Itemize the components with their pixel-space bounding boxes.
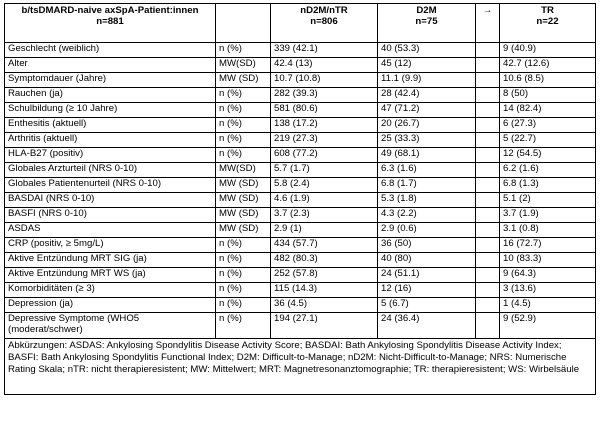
row-label: Aktive Entzündung MRT SIG (ja)	[5, 253, 216, 268]
row-spacer	[476, 148, 500, 163]
row-nd2m-value: 608 (77.2)	[271, 148, 378, 163]
row-label: Symptomdauer (Jahre)	[5, 73, 216, 88]
row-tr-value: 5.1 (2)	[500, 193, 596, 208]
row-tr-value: 3 (13.6)	[500, 283, 596, 298]
header-nd2m-title: nD2M/nTR	[300, 5, 348, 16]
table-row	[5, 103, 596, 118]
row-d2m-value: 24 (51.1)	[378, 268, 476, 283]
row-spacer	[476, 73, 500, 88]
row-d2m-value: 2.9 (0.6)	[378, 223, 476, 238]
row-stat: n (%)	[216, 238, 271, 253]
row-d2m-value: 11.1 (9.9)	[378, 73, 476, 88]
row-d2m-value: 20 (26.7)	[378, 118, 476, 133]
row-label: ASDAS	[5, 223, 216, 238]
row-d2m-value: 40 (80)	[378, 253, 476, 268]
row-spacer	[476, 283, 500, 298]
row-nd2m-value: 282 (39.3)	[271, 88, 378, 103]
row-d2m-value: 24 (36.4)	[378, 313, 476, 339]
row-stat: n (%)	[216, 133, 271, 148]
row-nd2m-value: 339 (42.1)	[271, 43, 378, 58]
row-tr-value: 6.8 (1.3)	[500, 178, 596, 193]
row-label: Aktive Entzündung MRT WS (ja)	[5, 268, 216, 283]
row-spacer	[476, 118, 500, 133]
row-nd2m-value: 5.7 (1.7)	[271, 163, 378, 178]
row-stat: n (%)	[216, 283, 271, 298]
footnote-row	[5, 339, 596, 395]
row-spacer	[476, 43, 500, 58]
row-nd2m-value: 2.9 (1)	[271, 223, 378, 238]
row-tr-value: 10.6 (8.5)	[500, 73, 596, 88]
row-tr-value: 9 (64.3)	[500, 268, 596, 283]
table-row	[5, 208, 596, 223]
table-row	[5, 88, 596, 103]
row-spacer	[476, 313, 500, 339]
row-nd2m-value: 4.6 (1.9)	[271, 193, 378, 208]
row-stat: n (%)	[216, 313, 271, 339]
row-d2m-value: 5 (6.7)	[378, 298, 476, 313]
row-tr-value: 3.7 (1.9)	[500, 208, 596, 223]
table-row	[5, 298, 596, 313]
row-spacer	[476, 133, 500, 148]
table-row	[5, 178, 596, 193]
table-row	[5, 43, 596, 58]
row-d2m-value: 47 (71.2)	[378, 103, 476, 118]
footnote: Abkürzungen: ASDAS: Ankylosing Spondylitis Disease Activity Score; BASDAI: Bath Ankylosing Spondylitis Disease Activity Index; BASFI: Bath Ankylosing Spondylitis Functional Index; D2M: Difficult-to-Manage; nD2M: Nicht-Difficult-to-Manage; NRS: Numerische Rating Skala; nTR: nicht therapieresistent; MW: Mittelwert; MRT: Magnetresonanztomographie; TR: therapieresistent; WS: Wirbelsäule	[5, 339, 596, 395]
row-label: Enthesitis (aktuell)	[5, 118, 216, 133]
row-nd2m-value: 219 (27.3)	[271, 133, 378, 148]
row-tr-value: 9 (52.9)	[500, 313, 596, 339]
table-row	[5, 238, 596, 253]
row-label: Arthritis (aktuell)	[5, 133, 216, 148]
header-cohort-n: n=881	[96, 16, 124, 27]
row-label: BASDAI (NRS 0-10)	[5, 193, 216, 208]
header-tr-n: n=22	[536, 16, 559, 27]
table-row	[5, 253, 596, 268]
row-spacer	[476, 163, 500, 178]
row-label: BASFI (NRS 0-10)	[5, 208, 216, 223]
characteristics-table	[4, 3, 596, 395]
row-d2m-value: 36 (50)	[378, 238, 476, 253]
row-tr-value: 16 (72.7)	[500, 238, 596, 253]
row-spacer	[476, 223, 500, 238]
row-nd2m-value: 3.7 (2.3)	[271, 208, 378, 223]
row-spacer	[476, 238, 500, 253]
table-row	[5, 313, 596, 339]
table-row	[5, 223, 596, 238]
row-label: Komorbiditäten (≥ 3)	[5, 283, 216, 298]
row-d2m-value: 6.8 (1.7)	[378, 178, 476, 193]
row-spacer	[476, 208, 500, 223]
row-d2m-value: 45 (12)	[378, 58, 476, 73]
row-d2m-value: 40 (53.3)	[378, 43, 476, 58]
row-nd2m-value: 5.8 (2.4)	[271, 178, 378, 193]
row-tr-value: 42.7 (12.6)	[500, 58, 596, 73]
row-tr-value: 1 (4.5)	[500, 298, 596, 313]
table-row	[5, 73, 596, 88]
row-stat: MW (SD)	[216, 208, 271, 223]
row-label: HLA-B27 (positiv)	[5, 148, 216, 163]
header-arrow	[476, 4, 500, 43]
header-row	[5, 4, 596, 43]
table-container	[4, 3, 596, 395]
row-nd2m-value: 115 (14.3)	[271, 283, 378, 298]
row-nd2m-value: 36 (4.5)	[271, 298, 378, 313]
row-d2m-value: 28 (42.4)	[378, 88, 476, 103]
row-nd2m-value: 581 (80.6)	[271, 103, 378, 118]
row-stat: n (%)	[216, 268, 271, 283]
header-nd2m	[271, 4, 378, 43]
row-d2m-value: 4.3 (2.2)	[378, 208, 476, 223]
row-tr-value: 3.1 (0.8)	[500, 223, 596, 238]
header-tr	[500, 4, 596, 43]
arrow-right-icon: →	[482, 5, 493, 16]
row-stat: n (%)	[216, 118, 271, 133]
row-nd2m-value: 42.4 (13)	[271, 58, 378, 73]
row-label: Globales Patientenurteil (NRS 0-10)	[5, 178, 216, 193]
row-stat: MW(SD)	[216, 58, 271, 73]
row-nd2m-value: 434 (57.7)	[271, 238, 378, 253]
table-row	[5, 193, 596, 208]
row-nd2m-value: 252 (57.8)	[271, 268, 378, 283]
table-row	[5, 58, 596, 73]
row-label: Depression (ja)	[5, 298, 216, 313]
row-tr-value: 10 (83.3)	[500, 253, 596, 268]
row-label: Depressive Symptome (WHO5 (moderat/schwer)	[5, 313, 216, 339]
row-spacer	[476, 268, 500, 283]
row-spacer	[476, 193, 500, 208]
row-nd2m-value: 138 (17.2)	[271, 118, 378, 133]
row-label: CRP (positiv, ≥ 5mg/L)	[5, 238, 216, 253]
row-spacer	[476, 103, 500, 118]
table-row	[5, 163, 596, 178]
row-nd2m-value: 10.7 (10.8)	[271, 73, 378, 88]
row-tr-value: 12 (54.5)	[500, 148, 596, 163]
row-nd2m-value: 194 (27.1)	[271, 313, 378, 339]
row-tr-value: 9 (40.9)	[500, 43, 596, 58]
row-spacer	[476, 58, 500, 73]
row-label: Schulbildung (≥ 10 Jahre)	[5, 103, 216, 118]
row-stat: MW(SD)	[216, 163, 271, 178]
row-d2m-value: 12 (16)	[378, 283, 476, 298]
row-spacer	[476, 88, 500, 103]
row-tr-value: 8 (50)	[500, 88, 596, 103]
row-spacer	[476, 253, 500, 268]
header-cohort-title: b/tsDMARD-naive axSpA-Patient:innen	[21, 5, 199, 16]
row-d2m-value: 5.3 (1.8)	[378, 193, 476, 208]
table-row	[5, 133, 596, 148]
table-row	[5, 118, 596, 133]
header-nd2m-n: n=806	[310, 16, 338, 27]
row-tr-value: 14 (82.4)	[500, 103, 596, 118]
row-stat: n (%)	[216, 298, 271, 313]
header-stat	[216, 4, 271, 43]
table-row	[5, 268, 596, 283]
row-stat: MW (SD)	[216, 223, 271, 238]
row-d2m-value: 6.3 (1.6)	[378, 163, 476, 178]
row-stat: MW (SD)	[216, 178, 271, 193]
row-stat: n (%)	[216, 253, 271, 268]
row-d2m-value: 25 (33.3)	[378, 133, 476, 148]
header-d2m-n: n=75	[415, 16, 438, 27]
row-stat: n (%)	[216, 103, 271, 118]
row-stat: MW (SD)	[216, 73, 271, 88]
row-label: Rauchen (ja)	[5, 88, 216, 103]
row-spacer	[476, 178, 500, 193]
row-tr-value: 6.2 (1.6)	[500, 163, 596, 178]
row-spacer	[476, 298, 500, 313]
row-tr-value: 6 (27.3)	[500, 118, 596, 133]
row-label: Alter	[5, 58, 216, 73]
row-tr-value: 5 (22.7)	[500, 133, 596, 148]
row-stat: n (%)	[216, 148, 271, 163]
row-label: Geschlecht (weiblich)	[5, 43, 216, 58]
row-nd2m-value: 482 (80.3)	[271, 253, 378, 268]
header-cohort	[5, 4, 216, 43]
row-stat: n (%)	[216, 43, 271, 58]
table-row	[5, 148, 596, 163]
row-label: Globales Arzturteil (NRS 0-10)	[5, 163, 216, 178]
row-stat: MW (SD)	[216, 193, 271, 208]
header-d2m-title: D2M	[416, 5, 437, 16]
row-d2m-value: 49 (68.1)	[378, 148, 476, 163]
table-row	[5, 283, 596, 298]
row-stat: n (%)	[216, 88, 271, 103]
header-tr-title: TR	[541, 5, 554, 16]
header-d2m	[378, 4, 476, 43]
